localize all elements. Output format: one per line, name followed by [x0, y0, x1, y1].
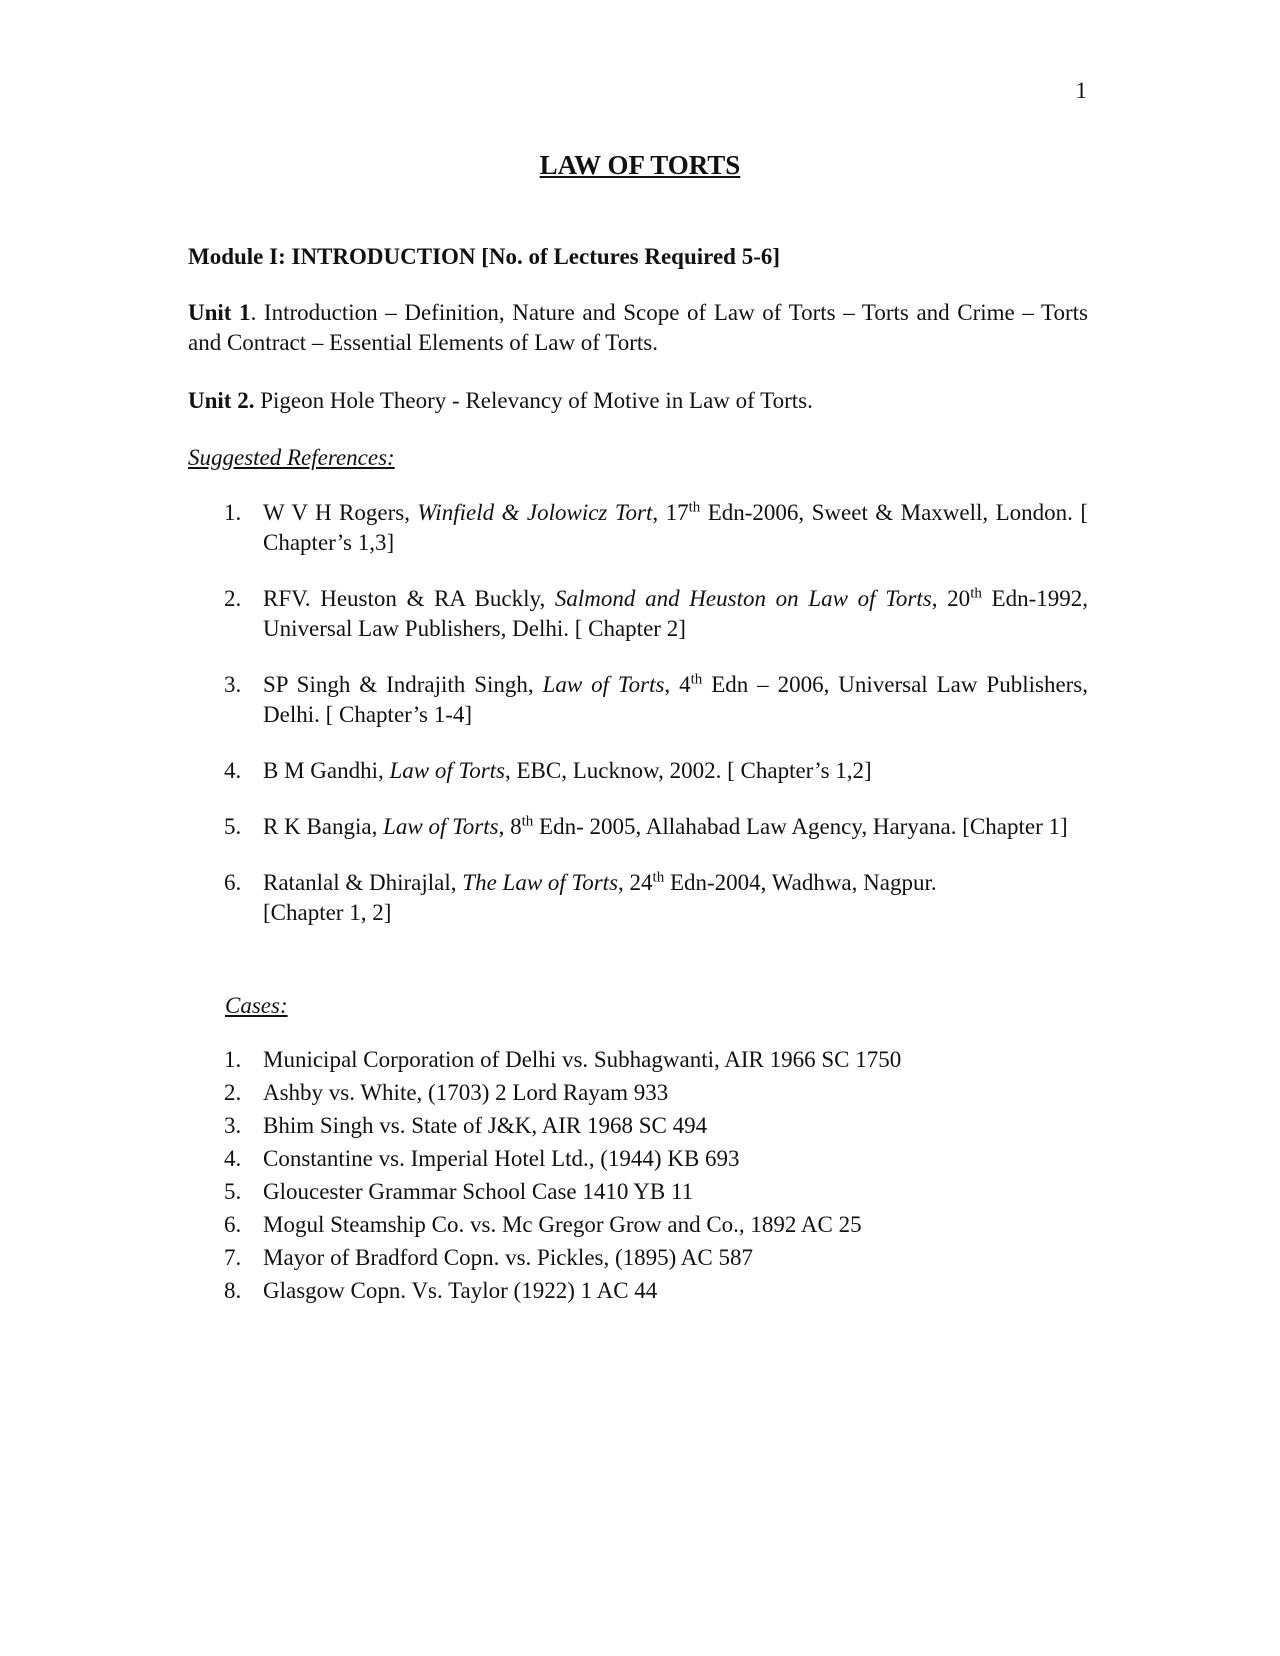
case-item — [188, 1177, 1088, 1207]
reference-publisher: Edn- 2005, Allahabad Law Agency, Haryana. [Chapter 1] — [533, 814, 1068, 839]
reference-book-title: Law of Torts — [542, 672, 665, 697]
case-item — [188, 1078, 1088, 1108]
reference-details: , 8 — [498, 814, 522, 839]
case-number: 4. — [224, 1146, 242, 1171]
case-item — [188, 1210, 1088, 1240]
reference-number: 5. — [224, 814, 242, 839]
reference-details: , 17 — [652, 500, 689, 525]
case-item — [188, 1111, 1088, 1141]
case-number: 6. — [224, 1212, 242, 1237]
cases-heading: Cases: — [225, 993, 288, 1018]
reference-details: , 20 — [931, 586, 971, 611]
case-text: Gloucester Grammar School Case 1410 YB 11 — [263, 1179, 694, 1204]
case-number: 5. — [224, 1179, 242, 1204]
references-heading: Suggested References: — [188, 445, 395, 470]
page-number: 1 — [1075, 78, 1087, 103]
reference-book-title: The Law of Torts — [462, 870, 619, 895]
unit-2-paragraph — [188, 386, 1088, 416]
case-item — [188, 1276, 1088, 1306]
reference-chapters: [Chapter 1, 2] — [263, 900, 392, 925]
document-title: LAW OF TORTS — [539, 150, 741, 180]
reference-edition-suffix: th — [688, 499, 701, 516]
case-number: 1. — [224, 1047, 242, 1072]
case-item — [188, 1144, 1088, 1174]
case-text: Mayor of Bradford Copn. vs. Pickles, (1895) AC 587 — [263, 1245, 753, 1270]
reference-number: 4. — [224, 758, 242, 783]
reference-edition-suffix: th — [690, 671, 703, 688]
reference-book-title: Law of Torts — [383, 814, 499, 839]
reference-book-title: Winfield & Jolowicz Tort — [417, 500, 653, 525]
reference-item — [188, 498, 1088, 558]
unit-1-label: Unit 1 — [188, 300, 251, 325]
references-list — [188, 498, 1088, 954]
reference-publisher: Edn-2004, Wadhwa, Nagpur. — [664, 870, 937, 895]
reference-item — [188, 868, 1088, 928]
reference-item — [188, 756, 1088, 786]
reference-edition-suffix: th — [970, 585, 982, 602]
reference-details: , 24 — [618, 870, 653, 895]
case-text: Ashby vs. White, (1703) 2 Lord Rayam 933 — [263, 1080, 669, 1105]
unit-2-text: Pigeon Hole Theory - Relevancy of Motive in Law of Torts. — [254, 388, 813, 413]
reference-number: 3. — [224, 672, 242, 697]
case-text: Mogul Steamship Co. vs. Mc Gregor Grow and Co., 1892 AC 25 — [263, 1212, 862, 1237]
case-text: Bhim Singh vs. State of J&K, AIR 1968 SC 494 — [263, 1113, 708, 1138]
case-item — [188, 1243, 1088, 1273]
reference-publisher: Edn-1992, Universal Law Publishers, Delhi. [ Chapter 2] — [263, 586, 1089, 641]
reference-book-title: Salmond and Heuston on Law of Torts — [554, 586, 932, 611]
reference-publisher: Edn – 2006, Universal Law Publishers, Delhi. [ Chapter’s 1-4] — [263, 672, 1089, 727]
reference-edition-suffix: th — [652, 869, 665, 886]
reference-edition-suffix: th — [521, 813, 534, 830]
reference-author: Ratanlal & Dhirajlal, — [263, 870, 463, 895]
reference-number: 6. — [224, 870, 242, 895]
case-number: 8. — [224, 1278, 242, 1303]
reference-author: SP Singh & Indrajith Singh, — [263, 672, 543, 697]
reference-publisher: Edn-2006, Sweet & Maxwell, London. [ Chapter’s 1,3] — [263, 500, 1089, 555]
case-number: 2. — [224, 1080, 242, 1105]
reference-number: 1. — [224, 500, 242, 525]
case-text: Municipal Corporation of Delhi vs. Subhagwanti, AIR 1966 SC 1750 — [263, 1047, 902, 1072]
reference-details: , 4 — [664, 672, 691, 697]
case-text: Constantine vs. Imperial Hotel Ltd., (1944) KB 693 — [263, 1146, 740, 1171]
reference-author: W V H Rogers, — [263, 500, 418, 525]
module-heading: Module I: INTRODUCTION [No. of Lectures Required 5-6] — [188, 244, 781, 269]
unit-1-paragraph — [188, 298, 1088, 358]
reference-item — [188, 584, 1088, 644]
unit-1-text: . Introduction – Definition, Nature and Scope of Law of Torts – Torts and Crime – Torts and Contract – Essential Elements of Law of Torts. — [188, 300, 1088, 355]
reference-author: B M Gandhi, — [263, 758, 390, 783]
case-item — [188, 1045, 1088, 1075]
case-number: 3. — [224, 1113, 242, 1138]
case-number: 7. — [224, 1245, 242, 1270]
case-text: Glasgow Copn. Vs. Taylor (1922) 1 AC 44 — [263, 1278, 658, 1303]
reference-author: R K Bangia, — [263, 814, 384, 839]
reference-book-title: Law of Torts — [389, 758, 505, 783]
reference-details: , EBC, Lucknow, 2002. [ Chapter’s 1,2] — [505, 758, 872, 783]
reference-author: RFV. Heuston & RA Buckly, — [263, 586, 555, 611]
unit-2-label: Unit 2. — [188, 388, 255, 413]
cases-list — [188, 1045, 1088, 1309]
reference-number: 2. — [224, 586, 242, 611]
reference-item — [188, 812, 1088, 842]
reference-item — [188, 670, 1088, 730]
